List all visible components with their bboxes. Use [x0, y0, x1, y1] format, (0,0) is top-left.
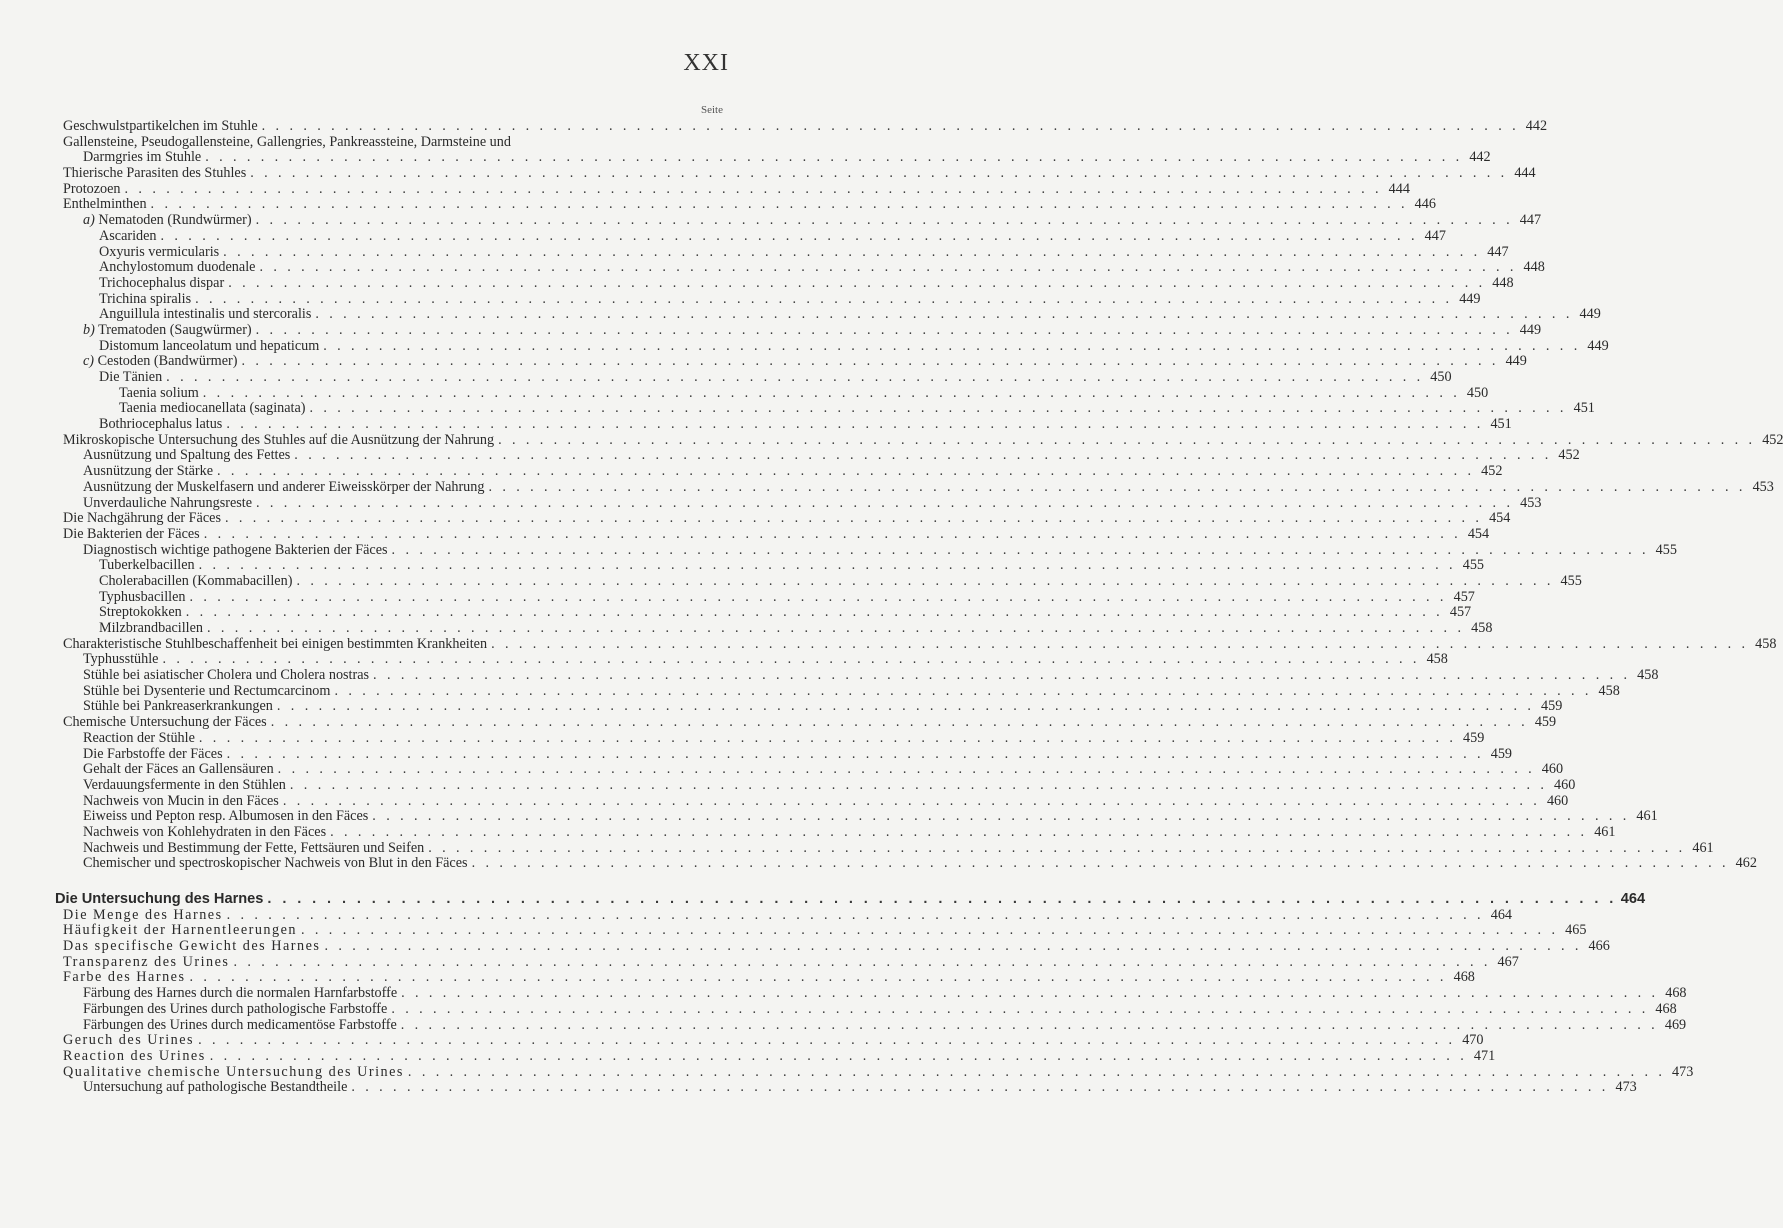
toc-entry-page: 451 — [1490, 416, 1512, 433]
toc-entry-page: 459 — [1534, 714, 1557, 731]
dot-leader — [219, 245, 1480, 261]
toc-entry-label: Qualitative chemische Untersuchung des Urines — [63, 1063, 404, 1080]
toc-entry-page: 467 — [1497, 953, 1519, 970]
toc-entry — [63, 855, 1757, 872]
toc-entry-label: Streptokokken — [99, 604, 182, 621]
toc-entry-page: 473 — [1672, 1063, 1694, 1080]
toc-entry — [63, 416, 1512, 433]
toc-entry-label: Die Tänien — [99, 369, 163, 385]
toc-entry — [63, 353, 1527, 370]
dot-leader — [252, 213, 1513, 229]
toc-entry-label: Chemische Untersuchung der Fäces — [63, 714, 267, 731]
toc-entry — [63, 227, 1446, 245]
toc-entry-label: Nachweis und Bestimmung der Fette, Fettsäuren und Seifen — [83, 839, 425, 856]
toc-entry-page: 454 — [1489, 510, 1511, 527]
toc-entry-page: 460 — [1554, 776, 1576, 793]
toc-entry-page: 458 — [1426, 651, 1448, 668]
dot-leader — [404, 1065, 1665, 1081]
dot-leader — [286, 778, 1547, 794]
toc-entry-page: 452 — [1762, 431, 1783, 448]
section-gap — [63, 872, 723, 892]
toc-entry-label: b) Trematoden (Saugwürmer) — [83, 321, 252, 338]
toc-entry-label: Ausnützung der Muskelfasern und anderer Eiweisskörper der Nahrung — [83, 478, 485, 495]
toc-entry-label: Färbungen des Urines durch pathologische Farbstoffe — [83, 1000, 388, 1017]
toc-entry-label: Charakteristische Stuhlbeschaffenheit bei einigen bestimmten Krankheiten — [63, 635, 488, 652]
toc-entry — [63, 839, 1714, 857]
toc-entry-label: Enthelminthen — [63, 196, 147, 213]
dot-leader — [494, 433, 1755, 449]
dot-leader — [388, 543, 1649, 559]
toc-entry — [63, 463, 1503, 480]
toc-entry-label: Mikroskopische Untersuchung des Stuhles auf die Ausnützung der Nahrung — [63, 431, 495, 448]
toc-entry — [63, 985, 1687, 1002]
toc-entry-page: 468 — [1453, 969, 1475, 986]
toc-entry — [63, 682, 1620, 700]
toc-entry-page: 469 — [1664, 1016, 1687, 1033]
toc-entry-label: Häufigkeit der Harnentleerungen — [63, 922, 298, 939]
toc-entry — [63, 306, 1601, 323]
toc-entry-label: Nachweis von Kohlehydraten in den Fäces — [83, 823, 327, 840]
dot-leader — [147, 197, 1408, 213]
toc-entry-page: 444 — [1514, 165, 1536, 182]
dot-leader — [397, 1018, 1658, 1034]
dot-leader — [206, 1049, 1467, 1065]
toc-entry — [63, 667, 1659, 684]
dot-leader — [468, 856, 1729, 872]
toc-entry-page: 462 — [1735, 855, 1757, 872]
toc-entry — [63, 620, 1493, 637]
toc-entry-label: Chemischer und spectroskopischer Nachweis von Blut in den Fäces — [83, 855, 468, 872]
dot-leader — [267, 715, 1528, 731]
dot-leader — [223, 908, 1484, 924]
toc-entry-label: Reaction der Stühle — [83, 729, 195, 746]
dot-leader — [158, 652, 1419, 668]
toc-entry-label: Gallensteine, Pseudogallensteine, Gallengries, Pankreassteine, Darmsteine und — [63, 133, 511, 150]
toc-entry-label: Stühle bei Dysenterie und Rectumcarcinom — [83, 682, 331, 699]
toc-entry-page: 448 — [1492, 274, 1514, 291]
toc-entry — [63, 259, 1545, 276]
dot-leader — [229, 955, 1490, 971]
toc-entry-label: Typhusbacillen — [99, 588, 186, 605]
toc-entry — [63, 384, 1489, 402]
dot-leader — [369, 668, 1630, 684]
toc-heading-page: 464 — [1620, 891, 1646, 907]
toc-entry-label: Verdauungsfermente in den Stühlen — [83, 776, 286, 793]
toc-entry-label: Untersuchung auf pathologische Bestandtheile — [83, 1079, 348, 1096]
toc-entry-page: 458 — [1471, 620, 1493, 636]
toc-entry — [63, 431, 1783, 449]
toc-entry — [63, 604, 1472, 621]
dot-leader — [279, 794, 1540, 810]
dot-leader — [273, 699, 1534, 715]
toc-entry-label: Ausnützung der Stärke — [83, 463, 214, 480]
toc-entry — [63, 1016, 1687, 1034]
toc-entry-label: Eiweiss und Pepton resp. Albumosen in den Fäces — [83, 808, 369, 825]
toc-entry-label: Gehalt der Fäces an Gallensäuren — [83, 761, 274, 778]
toc-entry-page: 452 — [1558, 447, 1580, 464]
toc-entry — [63, 714, 1557, 731]
toc-entry-page: 468 — [1655, 1000, 1677, 1017]
toc-entry-label: Taenia mediocanellata (saginata) — [119, 400, 306, 417]
dot-leader — [224, 276, 1485, 292]
toc-entry-page: 451 — [1573, 400, 1595, 417]
dot-leader — [311, 307, 1572, 323]
toc-entry-page: 449 — [1579, 306, 1601, 323]
dot-leader — [185, 590, 1446, 606]
dot-leader — [320, 939, 1581, 955]
toc-entry — [63, 478, 1774, 496]
dot-leader — [195, 558, 1456, 574]
toc-section-urine — [63, 906, 1694, 1096]
toc-entry-label: Geruch des Urines — [63, 1032, 195, 1049]
dot-leader — [182, 605, 1443, 621]
toc-entry — [63, 1000, 1677, 1018]
toc-entry-label: Cholerabacillen (Kommabacillen) — [99, 572, 293, 589]
dot-leader — [201, 150, 1462, 166]
dot-leader — [213, 464, 1474, 480]
toc-entry-page: 468 — [1665, 985, 1687, 1002]
dot-leader — [252, 496, 1513, 512]
toc-entry-page: 457 — [1449, 604, 1472, 621]
list-marker: a) — [83, 212, 95, 229]
dot-leader — [221, 511, 1482, 527]
toc-entry — [63, 761, 1564, 778]
toc-entry-page: 461 — [1636, 808, 1658, 825]
toc-entry-label: Typhusstühle — [83, 651, 159, 668]
toc-entry — [63, 165, 1536, 182]
dot-leader — [200, 527, 1461, 543]
toc-entry — [63, 494, 1542, 512]
toc-entry-label: Die Nachgährung der Fäces — [63, 510, 221, 527]
toc-entry-page: 457 — [1453, 588, 1475, 605]
toc-entry — [63, 938, 1610, 955]
toc-entry — [63, 651, 1448, 668]
toc-entry-label: Farbe des Harnes — [63, 969, 186, 986]
toc-entry — [63, 290, 1481, 308]
toc-entry-page: 450 — [1430, 369, 1452, 385]
toc-entry-label: Protozoen — [63, 180, 121, 197]
toc-entry-page: 442 — [1469, 149, 1491, 166]
dot-leader — [237, 354, 1498, 370]
dot-leader — [292, 574, 1553, 590]
toc-entry-page: 452 — [1481, 463, 1503, 480]
dot-leader — [387, 1002, 1648, 1018]
toc-entry-page: 444 — [1388, 180, 1410, 197]
toc-entry-page: 470 — [1462, 1032, 1484, 1049]
toc-entry — [63, 729, 1485, 747]
toc-entry — [63, 698, 1563, 715]
toc-entry — [63, 906, 1513, 924]
toc-entry — [63, 149, 1491, 166]
toc-entry-label: Das specifische Gewicht des Harnes — [63, 938, 321, 955]
toc-entry-label: c) Cestoden (Bandwürmer) — [83, 353, 238, 370]
toc-entry — [63, 525, 1490, 543]
toc-entry-label: Oxyuris vermicularis — [99, 243, 220, 260]
toc-entry-page: 449 — [1505, 353, 1527, 370]
toc-entry-page: 449 — [1519, 321, 1542, 338]
dot-leader — [306, 401, 1567, 417]
dot-leader — [347, 1080, 1608, 1096]
page-column-label: Seite — [701, 104, 723, 116]
toc-entry-label: Darmgries im Stuhle — [83, 149, 202, 166]
dot-leader — [368, 809, 1629, 825]
dot-leader — [297, 923, 1558, 939]
toc-entry-page: 454 — [1467, 525, 1490, 542]
toc-entry-page: 447 — [1424, 227, 1446, 244]
toc-entry — [63, 776, 1576, 794]
toc-entry — [63, 447, 1580, 464]
dot-leader — [203, 621, 1464, 637]
toc-entry-page: 473 — [1615, 1079, 1637, 1096]
toc-entry-label: Reaction des Urines — [63, 1047, 206, 1064]
dot-leader — [263, 892, 1616, 908]
toc-entry — [63, 274, 1514, 292]
toc-entry-page: 460 — [1541, 761, 1564, 778]
toc-heading-label: Die Untersuchung des Harnes — [55, 891, 264, 907]
dot-leader — [255, 260, 1516, 276]
dot-leader — [246, 166, 1507, 182]
toc-entry-label: Transparenz des Urines — [63, 953, 230, 970]
toc-heading-harn — [55, 891, 1646, 908]
toc-entry — [63, 572, 1582, 590]
toc-entry-page: 449 — [1587, 337, 1609, 354]
dot-leader — [424, 841, 1685, 857]
dot-leader — [194, 1033, 1455, 1049]
toc-entry-label: Milzbrandbacillen — [99, 620, 204, 636]
toc-entry-page: 447 — [1487, 243, 1509, 260]
dot-leader — [223, 747, 1484, 763]
toc-entry-page: 461 — [1594, 823, 1616, 840]
toc-entry — [63, 337, 1609, 355]
toc-entry-label: Distomum lanceolatum und hepaticum — [99, 337, 320, 354]
toc-entry-label: Die Menge des Harnes — [63, 906, 223, 923]
toc-entry-label: Stühle bei asiatischer Cholera und Cholera nostras — [83, 667, 370, 684]
toc-entry-page: 442 — [1525, 118, 1548, 134]
toc-entry-label: Die Farbstoffe der Fäces — [83, 745, 223, 762]
dot-leader — [199, 386, 1460, 402]
toc-entry — [63, 823, 1616, 841]
toc-entry-page: 447 — [1519, 212, 1542, 229]
toc-entry — [63, 1032, 1484, 1049]
toc-entry — [63, 118, 1548, 135]
toc-entry-page: 458 — [1755, 635, 1777, 652]
dot-leader — [162, 370, 1423, 386]
toc-entry-page: 464 — [1490, 906, 1513, 923]
toc-entry-page: 460 — [1546, 792, 1569, 809]
toc-entry-label: Trichocephalus dispar — [99, 274, 225, 291]
page-number: XXI — [683, 50, 729, 76]
toc-entry-page: 459 — [1541, 698, 1563, 715]
dot-leader — [252, 323, 1513, 339]
toc-entry — [63, 1047, 1496, 1065]
toc-entry-page: 461 — [1692, 839, 1714, 856]
toc-entry — [63, 745, 1512, 763]
toc-entry-label: Anguillula intestinalis und stercoralis — [99, 306, 312, 323]
dot-leader — [157, 229, 1418, 245]
toc-entry-label: a) Nematoden (Rundwürmer) — [83, 212, 252, 229]
toc-entry-label: Ausnützung und Spaltung des Fettes — [83, 447, 291, 464]
dot-leader — [397, 986, 1658, 1002]
toc-entry — [63, 969, 1475, 986]
toc-entry-page: 450 — [1466, 384, 1489, 401]
toc-entry-page: 459 — [1463, 729, 1485, 746]
dot-leader — [222, 417, 1483, 433]
toc-entry-label: Taenia solium — [119, 384, 199, 401]
toc-entry-label: Stühle bei Pankreaserkrankungen — [83, 698, 273, 715]
dot-leader — [195, 731, 1456, 747]
toc-entry-page: 453 — [1752, 478, 1774, 495]
toc-entry-page: 458 — [1637, 667, 1659, 684]
toc-entry — [63, 922, 1587, 939]
list-marker: c) — [83, 353, 95, 370]
dot-leader — [258, 119, 1519, 135]
dot-leader — [326, 825, 1587, 841]
toc-entry-page: 448 — [1523, 259, 1545, 276]
toc-section-stool — [63, 118, 1783, 872]
toc-entry-page: 446 — [1414, 196, 1436, 213]
dot-leader — [319, 339, 1580, 355]
toc-entry — [63, 369, 1452, 386]
toc-entry — [63, 557, 1485, 574]
dot-leader — [274, 762, 1535, 778]
dot-leader — [484, 480, 1745, 496]
toc-entry-label: Ascariden — [99, 227, 157, 244]
toc-entry — [63, 635, 1777, 653]
toc-entry — [63, 321, 1542, 339]
dot-leader — [487, 637, 1748, 653]
toc-entry-label: Nachweis von Mucin in den Fäces — [83, 792, 279, 809]
toc-entry — [63, 400, 1595, 417]
dot-leader — [121, 182, 1382, 198]
toc-entry-label: Geschwulstpartikelchen im Stuhle — [63, 118, 258, 134]
toc-entry-page: 459 — [1490, 745, 1512, 762]
toc-entry — [63, 1063, 1694, 1081]
toc-entry — [63, 510, 1511, 527]
toc-entry — [63, 196, 1436, 213]
toc-entry-page: 465 — [1565, 922, 1587, 939]
dot-leader — [330, 684, 1591, 700]
toc-entry-label: Anchylostomum duodenale — [99, 259, 256, 276]
toc-entry — [63, 135, 723, 151]
list-marker: b) — [83, 321, 95, 338]
toc-entry-label: Färbung des Harnes durch die normalen Harnfarbstoffe — [83, 985, 398, 1002]
toc-entry — [63, 1079, 1637, 1096]
toc-entry-label: Thierische Parasiten des Stuhles — [63, 165, 247, 182]
toc-entry-label: Die Bakterien der Fäces — [63, 525, 200, 542]
dot-leader — [290, 448, 1551, 464]
dot-leader — [191, 292, 1452, 308]
toc-entry — [63, 243, 1509, 261]
toc-entry-label: Diagnostisch wichtige pathogene Bakterien der Fäces — [83, 541, 388, 558]
toc-entry-page: 458 — [1598, 682, 1620, 699]
toc-entry-label: Tuberkelbacillen — [99, 557, 195, 574]
table-of-contents — [55, 118, 1783, 1096]
toc-entry-page: 471 — [1473, 1047, 1496, 1064]
toc-entry-label: Färbungen des Urines durch medicamentöse Farbstoffe — [83, 1016, 397, 1033]
toc-entry-page: 453 — [1520, 494, 1542, 511]
toc-entry-page: 455 — [1560, 572, 1582, 589]
toc-entry-label: Trichina spiralis — [99, 290, 192, 307]
toc-entry-page: 466 — [1588, 938, 1610, 955]
toc-entry — [63, 792, 1569, 810]
toc-entry — [63, 180, 1410, 198]
toc-entry-label: Bothriocephalus latus — [99, 416, 223, 433]
toc-entry — [63, 953, 1519, 971]
toc-entry — [63, 588, 1475, 606]
toc-entry-label: Unverdauliche Nahrungsreste — [83, 494, 253, 511]
dot-leader — [186, 970, 1447, 986]
toc-entry — [63, 808, 1658, 825]
toc-entry-page: 455 — [1655, 541, 1677, 558]
toc-entry-page: 455 — [1462, 557, 1485, 574]
toc-entry — [63, 541, 1677, 559]
toc-entry — [63, 212, 1542, 229]
toc-entry-page: 449 — [1459, 290, 1481, 307]
